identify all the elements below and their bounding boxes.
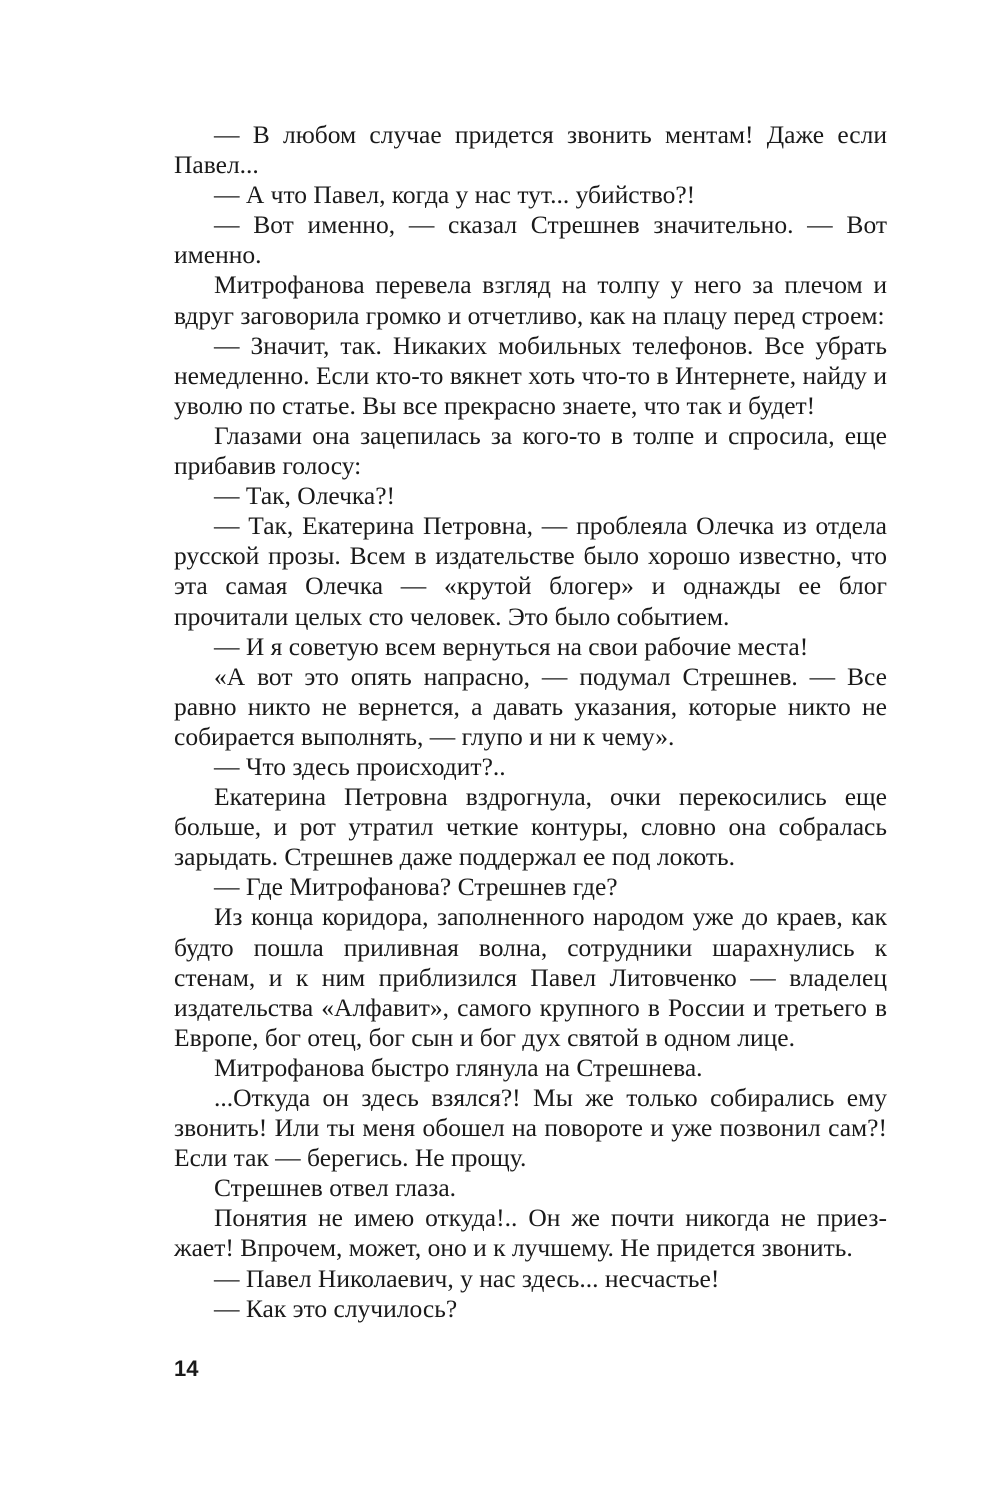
paragraph: — Павел Николаевич, у нас здесь... несчастье! [214,1263,720,1293]
paragraph: — А что Павел, когда у нас тут... убийство?! [214,180,696,210]
paragraph: «А вот это опять напрасно, — подумал Стрешнев. — Все равно никто не вернется, а давать указания, которые никто не собирается выполнять, — глупо и ни к чему». [174,661,887,751]
paragraph: Стрешнев отвел глаза. [214,1173,457,1203]
paragraph: Митрофанова перевела взгляд на толпу у него за плечом и вдруг заговорила громко и отчетливо, как на плацу перед строем: [174,270,887,330]
page-number: 14 [174,1356,199,1381]
paragraph: — Как это случилось? [214,1293,458,1323]
paragraph: — В любом случае придется звонить ментам! Даже если Павел... [174,120,887,180]
paragraph: — Вот именно, — сказал Стрешнев значительно. — Вот именно. [174,210,887,270]
paragraph: — Где Митрофанова? Стрешнев где? [214,872,618,902]
paragraph: — И я советую всем вернуться на свои рабочие места! [214,631,809,661]
paragraph: Из конца коридора, заполненного народом уже до краев, как будто пошла приливная волна, сотрудники шарахнулись к стенам, и к ним приблизился Павел Литовченко — владелец издательства «Алфавит», самого крупного в России и третьего в Европе, бог отец, бог сын и бог дух святой в одном лице. [174,902,887,1052]
paragraph: Митрофанова быстро глянула на Стрешнева. [214,1052,703,1082]
paragraph: — Так, Олечка?! [214,481,396,511]
paragraph: ...Откуда он здесь взялся?! Мы же только собирались ему звонить! Или ты меня обошел на повороте и уже позвонил сам?! Если так — берегись. Не прощу. [174,1083,887,1173]
page-text [174,120,887,1324]
paragraph: Екатерина Петровна вздрогнула, очки перекосились еще больше, и рот утратил четкие контуры, словно она собралась зарыдать. Стрешнев даже поддержал ее под локоть. [174,782,887,872]
paragraph: — Так, Екатерина Петровна, — проблеяла Олечка из отдела русской прозы. Всем в издательстве было хорошо известно, что эта самая Олечка — «крутой блогер» и однажды ее блог прочитали целых сто человек. Это было событием. [174,511,887,631]
paragraph: — Значит, так. Никаких мобильных телефонов. Все убрать немедленно. Если кто-то вякнет хоть что-то в Интернете, найду и уволю по статье. Вы все прекрасно знаете, что так и будет! [174,330,887,420]
paragraph: Глазами она зацепилась за кого-то в толпе и спросила, еще прибавив голосу: [174,420,887,481]
paragraph: Понятия не имею откуда!.. Он же почти никогда не приезжает! Впрочем, может, оно и к лучшему. Не придется звонить. [174,1203,887,1263]
paragraph: — Что здесь происходит?.. [214,751,506,781]
